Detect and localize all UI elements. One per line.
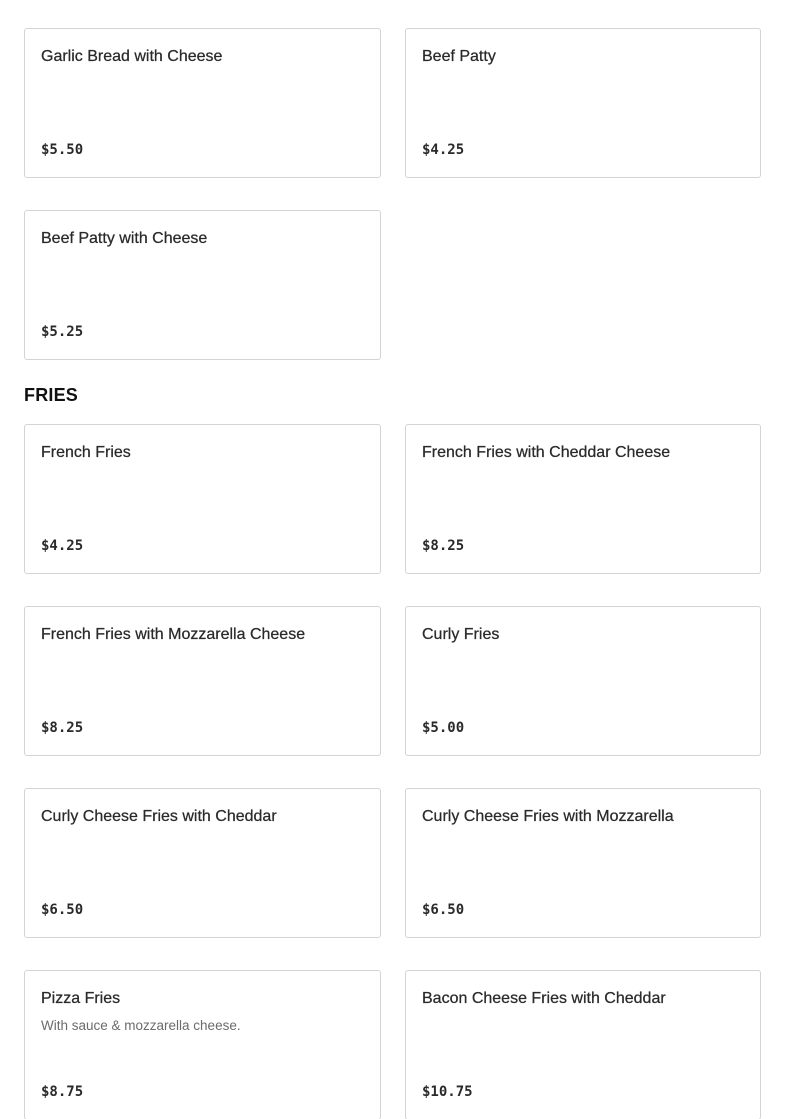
menu-item-name: Garlic Bread with Cheese <box>41 48 223 65</box>
menu-item-price: $8.25 <box>41 720 84 736</box>
menu-item-name: Beef Patty with Cheese <box>41 230 208 247</box>
menu-item-name: Curly Cheese Fries with Cheddar <box>41 808 277 825</box>
menu-item-name: Curly Fries <box>422 626 500 643</box>
menu-item-price: $5.50 <box>41 142 84 158</box>
section-title-fries: FRIES <box>24 385 79 405</box>
menu-item-price: $6.50 <box>422 902 465 918</box>
menu-item-name: Beef Patty <box>422 48 496 65</box>
menu-item-card[interactable] <box>24 788 381 938</box>
menu-item-price: $10.75 <box>422 1084 473 1100</box>
menu-item-price: $5.00 <box>422 720 465 736</box>
menu-item-price: $6.50 <box>41 902 84 918</box>
menu-item-name: French Fries with Cheddar Cheese <box>422 444 671 461</box>
menu-item-name: Bacon Cheese Fries with Cheddar <box>422 990 666 1007</box>
menu-item-card[interactable] <box>24 424 381 574</box>
menu-item-price: $8.75 <box>41 1084 84 1100</box>
menu-item-price: $4.25 <box>41 538 84 554</box>
menu-item-name: French Fries <box>41 444 131 461</box>
menu-item-name: Pizza Fries <box>41 990 121 1007</box>
menu-item-card[interactable] <box>24 28 381 178</box>
menu-item-card[interactable] <box>405 970 761 1119</box>
menu-item-grid-fries <box>24 424 761 1119</box>
menu-item-name: French Fries with Mozzarella Cheese <box>41 626 306 643</box>
menu-item-card[interactable] <box>24 210 381 360</box>
menu-item-card[interactable] <box>24 970 381 1119</box>
menu-item-card[interactable] <box>405 788 761 938</box>
menu-item-description: With sauce & mozzarella cheese. <box>41 1018 241 1033</box>
menu-item-name: Curly Cheese Fries with Mozzarella <box>422 808 674 825</box>
menu-item-price: $8.25 <box>422 538 465 554</box>
menu-item-price: $4.25 <box>422 142 465 158</box>
menu-item-card[interactable] <box>405 28 761 178</box>
menu-item-card[interactable] <box>24 606 381 756</box>
menu-item-card[interactable] <box>405 606 761 756</box>
menu-item-price: $5.25 <box>41 324 84 340</box>
menu-item-card[interactable] <box>405 424 761 574</box>
menu-item-grid-top <box>24 28 761 360</box>
